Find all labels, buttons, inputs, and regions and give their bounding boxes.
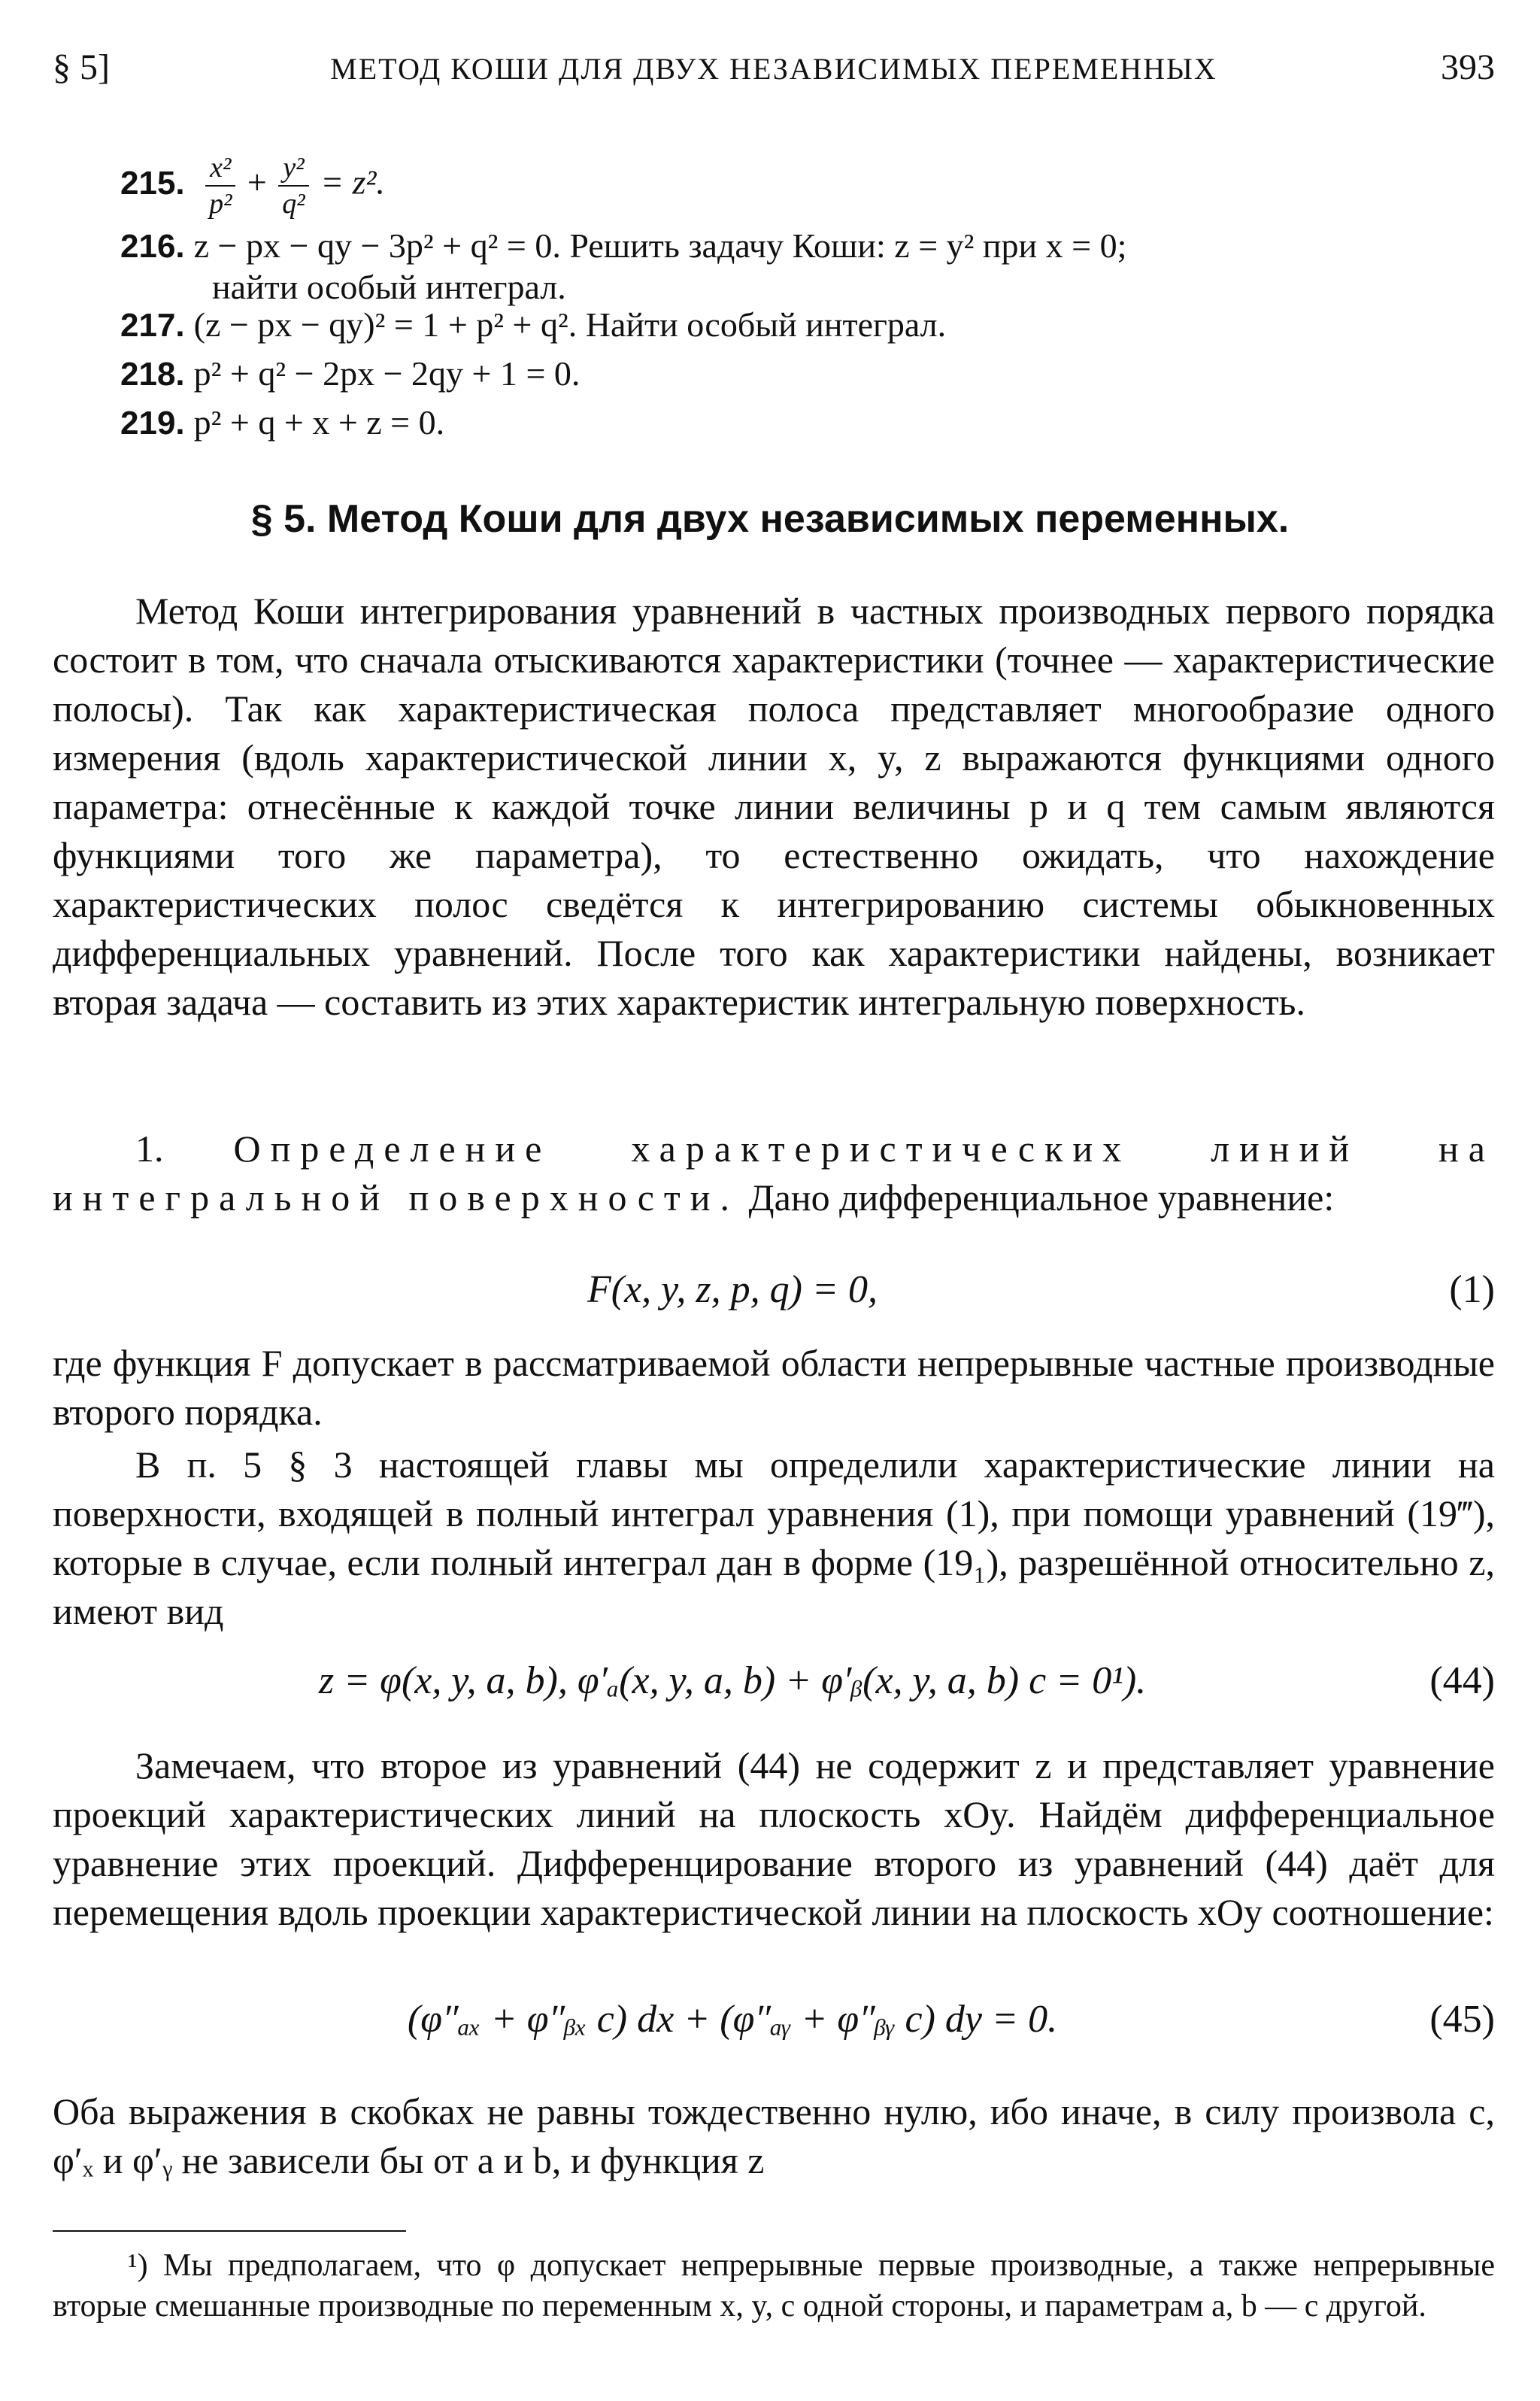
- formula-body: z = φ(x, y, a, b), φ′ₐ(x, y, a, b) + φ′ᵦ(x, y, a, b) c = 0¹).: [318, 1659, 1147, 1702]
- subsection-number: 1.: [135, 1128, 164, 1170]
- paragraph-function-F: где функция F допускает в рассматриваемой области непрерывные частные производные второго порядка.: [53, 1342, 1495, 1433]
- running-header: [53, 47, 1495, 92]
- exercise-number: 218.: [120, 356, 185, 393]
- subsection-heading: Определение характеристических линий на интегральной поверхности.: [53, 1128, 1496, 1219]
- exercise-219: [120, 402, 1495, 444]
- exercise-text: p² + q + x + z = 0.: [193, 403, 445, 442]
- exercise-number: 219.: [120, 405, 185, 442]
- paragraph-char-lines: В п. 5 § 3 настоящей главы мы определили характеристические линии на поверхности, входящей в полный интеграл уравнения (1), при помощи уравнений (19‴), которые в случае, если полный интеграл дан в форме (19₁), разрешённой относительно z, имеют вид: [53, 1443, 1495, 1632]
- exercise-text: z − px − qy − 3p² + q² = 0. Решить задачу Коши: z = y² при x = 0;: [193, 226, 1127, 265]
- formula-body: (φ″ₐₓ + φ″ᵦₓ c) dx + (φ″ₐᵧ + φ″ᵦᵧ c) dy = 0.: [407, 1998, 1058, 2041]
- formula-45: [53, 1997, 1495, 2050]
- footnote: ¹) Мы предполагаем, что φ допускает непрерывные первые производные, а также непрерывные вторые смешанные производные по переменным x, y, с одной стороны, и параметрам a, b — с другой.: [53, 2248, 1495, 2324]
- exercise-number: 217.: [120, 307, 185, 344]
- formula-body: F(x, y, z, p, q) = 0,: [587, 1268, 878, 1311]
- exercise-text: p² + q² − 2px − 2qy + 1 = 0.: [193, 354, 581, 393]
- formula-tag: (1): [1449, 1268, 1495, 1311]
- paragraph-brackets: Оба выражения в скобках не равны тождественно нулю, ибо иначе, в силу произвола c, φ′ₓ и φ′ᵧ не зависели бы от a и b, и функция z: [53, 2090, 1495, 2181]
- formula-tag: (45): [1429, 1998, 1495, 2041]
- exercise-text-cont: найти особый интеграл.: [212, 268, 566, 306]
- header-section: § 5]: [53, 47, 110, 87]
- paragraph-subsection-1: [53, 1125, 1495, 1222]
- exercise-text: = z².: [320, 162, 385, 202]
- exercise-216: [120, 226, 1495, 308]
- formula-tag: (44): [1429, 1659, 1495, 1702]
- exercise-217: [120, 305, 1495, 346]
- footnote-divider: [53, 2230, 406, 2232]
- exercise-218: [120, 354, 1495, 395]
- exercise-215: 215. $\frac{\text{x²}}{\text{p²}}$ + $\frac{\text{y²}}{\text{q²}}$ = z².: [120, 152, 385, 220]
- header-title: МЕТОД КОШИ ДЛЯ ДВУХ НЕЗАВИСИМЫХ ПЕРЕМЕННЫХ: [330, 52, 1217, 86]
- subsection-text: Дано дифференциальное уравнение:: [739, 1176, 1335, 1219]
- exercise-text: (z − px − qy)² = 1 + p² + q². Найти особый интеграл.: [193, 305, 947, 344]
- paragraph-intro: Метод Коши интегрирования уравнений в частных производных первого порядка состоит в том, что сначала отыскиваются характеристики (точнее — характеристические полосы). Так как характеристическая полоса представляет многообразие одного измерения (вдоль характеристической линии x, y, z выражаются функциями одного параметра: отнесённые к каждой точке линии величины p и q тем самым являются функциями того же параметра), то естественно ожидать, что нахождение характеристических полос сведётся к интегрированию системы обыкновенных дифференциальных уравнений. После того как характеристики найдены, возникает вторая задача — составить из этих характеристик интегральную поверхность.: [53, 590, 1495, 1023]
- formula-1: [53, 1267, 1495, 1320]
- formula-44: [53, 1659, 1495, 1711]
- fraction-x2-p2: $\frac{\text{x²}}{\text{p²}}$: [205, 150, 235, 221]
- exercise-number: 215.: [120, 164, 185, 202]
- fraction-y2-q2: $\frac{\text{y²}}{\text{q²}}$: [278, 150, 308, 221]
- paragraph-projection: Замечаем, что второе из уравнений (44) не содержит z и представляет уравнение проекций характеристических линий на плоскость xOy. Найдём дифференциальное уравнение этих проекций. Дифференцирование второго из уравнений (44) даёт для перемещения вдоль проекции характеристической линии на плоскость xOy соотношение:: [53, 1744, 1495, 1933]
- page-number: 393: [1441, 47, 1495, 87]
- exercise-number: 216.: [120, 228, 185, 265]
- section-title: § 5. Метод Коши для двух независимых переменных.: [250, 497, 1290, 541]
